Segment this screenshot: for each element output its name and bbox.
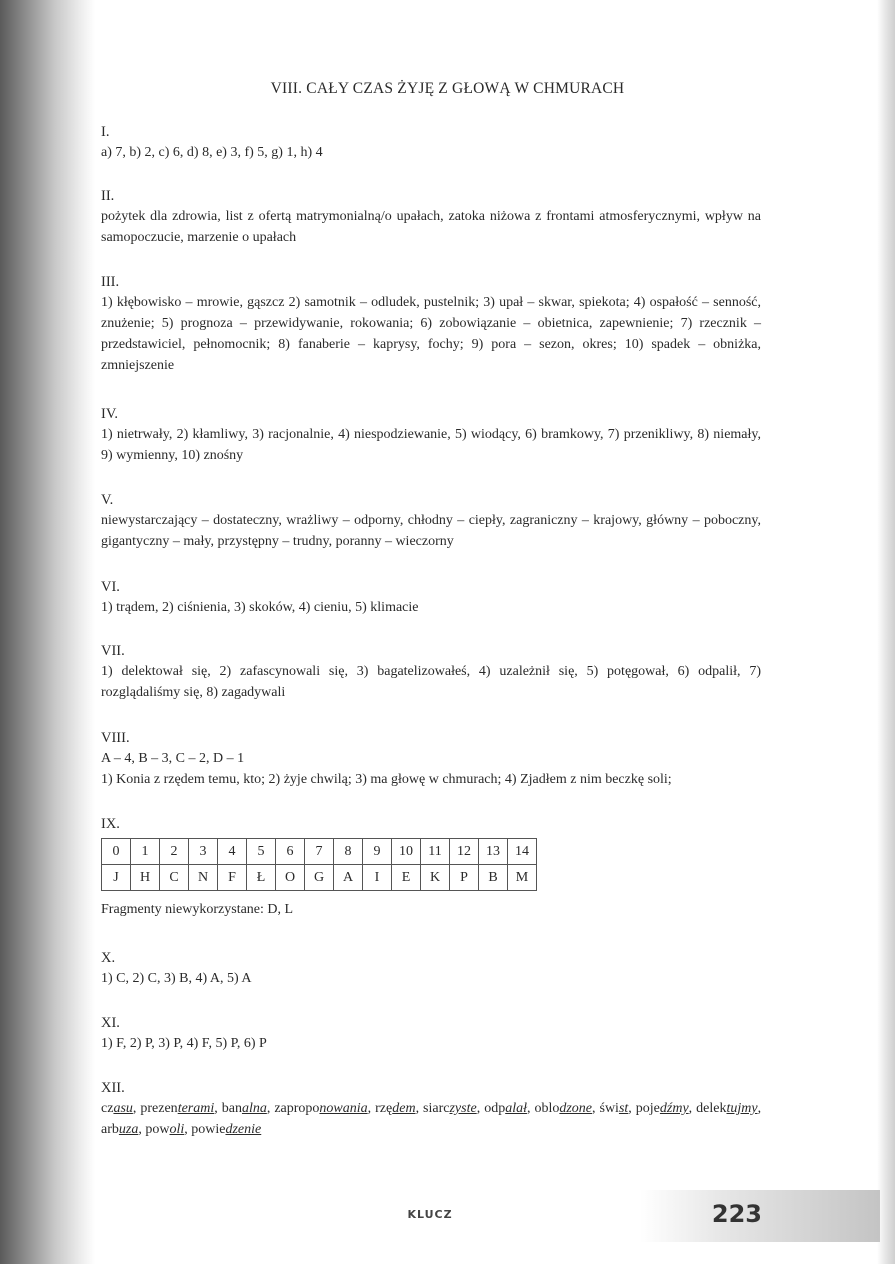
- word-item: [600, 1101, 636, 1116]
- section-heading: II.: [101, 188, 115, 204]
- word-separator: ,: [688, 1101, 697, 1116]
- word-ending: alał: [505, 1101, 527, 1116]
- word-stem: pow: [145, 1122, 170, 1137]
- grid-letter-cell: H: [131, 865, 160, 891]
- grid-letter-cell: C: [160, 865, 189, 891]
- grid-number-cell: 5: [247, 839, 276, 865]
- grid-letter-cell: P: [450, 865, 479, 891]
- word-item: [534, 1101, 599, 1116]
- word-ending: alna: [241, 1101, 267, 1116]
- grid-number-cell: 12: [450, 839, 479, 865]
- section-text: A – 4, B – 3, C – 2, D – 1: [101, 751, 245, 766]
- word-stem: cz: [101, 1101, 114, 1116]
- grid-number-cell: 13: [479, 839, 508, 865]
- word-ending: nowania: [319, 1101, 368, 1116]
- section-text: a) 7, b) 2, c) 6, d) 8, e) 3, f) 5, g) 1, h) 4: [101, 145, 323, 160]
- book-spine-shadow: [0, 0, 95, 1264]
- section-heading: IV.: [101, 406, 119, 422]
- word-item: [101, 1101, 140, 1116]
- grid-number-cell: 8: [334, 839, 363, 865]
- word-item: [140, 1101, 221, 1116]
- section-text: 1) F, 2) P, 3) P, 4) F, 5) P, 6) P: [101, 1036, 267, 1051]
- grid-letter-cell: G: [305, 865, 334, 891]
- word-ending: asu: [113, 1101, 133, 1116]
- grid-letter-cell: M: [508, 865, 537, 891]
- word-separator: ,: [367, 1101, 376, 1116]
- word-separator: ,: [628, 1101, 636, 1116]
- grid-letter-cell: Ł: [247, 865, 276, 891]
- word-ending: dźmy: [659, 1101, 689, 1116]
- grid-number-cell: 14: [508, 839, 537, 865]
- word-stem: ban: [221, 1101, 242, 1116]
- word-item: [375, 1101, 423, 1116]
- word-ending: st: [618, 1101, 629, 1116]
- word-separator: ,: [526, 1101, 535, 1116]
- answer-grid: [101, 838, 537, 891]
- word-item: [636, 1101, 696, 1116]
- grid-number-cell: 2: [160, 839, 189, 865]
- word-stem: poje: [635, 1101, 660, 1116]
- section-heading: XII.: [101, 1080, 125, 1096]
- section-heading: V.: [101, 492, 114, 508]
- section-1: [101, 122, 761, 163]
- section-text-2: 1) Konia z rzędem temu, kto; 2) żyje chwilą; 3) ma głowę w chmurach; 4) Zjadłem z nim beczkę soli;: [101, 772, 672, 787]
- grid-number-cell: 11: [421, 839, 450, 865]
- word-item: [191, 1122, 261, 1137]
- page-edge-shadow: [877, 0, 895, 1264]
- word-stem: świ: [599, 1101, 619, 1116]
- grid-number-cell: 9: [363, 839, 392, 865]
- grid-number-cell: 3: [189, 839, 218, 865]
- word-separator: ,: [214, 1101, 222, 1116]
- section-heading: VII.: [101, 643, 125, 659]
- grid-letter-cell: J: [102, 865, 131, 891]
- word-stem: delek: [696, 1101, 727, 1116]
- word-item: [484, 1101, 534, 1116]
- section-heading: VI.: [101, 579, 120, 595]
- word-stem: arb: [101, 1122, 119, 1137]
- section-text: 1) kłębowisko – mrowie, gąszcz 2) samotnik – odludek, pustelnik; 3) upał – skwar, spiekota; 4) ospałość – senność, znużenie; 5) prognoza – przewidywanie, rokowania; 6) zobowiązanie – obietnica, zapewnienie; 7) rzecznik – przedstawiciel, pełnomocnik; 8) fanaberie – kaprysy, fochy; 9) pora – sezon, okres; 10) spadek – obniżka, zmniejszenie: [101, 295, 761, 373]
- grid-number-cell: 0: [102, 839, 131, 865]
- word-item: [274, 1101, 375, 1116]
- section-4: [101, 404, 761, 466]
- grid-letter-cell: I: [363, 865, 392, 891]
- section-7: [101, 641, 761, 703]
- section-text: 1) C, 2) C, 3) B, 4) A, 5) A: [101, 971, 252, 986]
- grid-number-cell: 1: [131, 839, 160, 865]
- word-stem: powie: [191, 1122, 226, 1137]
- grid-letter-cell: O: [276, 865, 305, 891]
- word-separator: ,: [138, 1122, 146, 1137]
- grid-row-numbers: [102, 839, 537, 865]
- section-heading: XI.: [101, 1015, 120, 1031]
- section-heading: VIII.: [101, 730, 130, 746]
- grid-letter-cell: N: [189, 865, 218, 891]
- word-separator: ,: [592, 1101, 600, 1116]
- section-heading: X.: [101, 950, 116, 966]
- grid-number-cell: 7: [305, 839, 334, 865]
- section-heading: I.: [101, 124, 110, 140]
- grid-letter-cell: E: [392, 865, 421, 891]
- footer-label: KLUCZ: [407, 1208, 453, 1221]
- grid-number-cell: 6: [276, 839, 305, 865]
- word-stem: prezen: [140, 1101, 178, 1116]
- word-separator: ,: [132, 1101, 141, 1116]
- section-text: niewystarczający – dostateczny, wrażliwy – odporny, chłodny – ciepły, zagraniczny – krajowy, główny – poboczny, gigantyczny – mały, przystępny – trudny, poranny – wieczorny: [101, 513, 761, 549]
- word-ending: zyste: [449, 1101, 477, 1116]
- section-10: [101, 948, 761, 989]
- section-9: [101, 814, 761, 920]
- word-stem: rzę: [375, 1101, 393, 1116]
- word-ending: uza: [118, 1122, 139, 1137]
- section-text: [101, 1098, 761, 1140]
- word-item: [101, 1122, 145, 1137]
- section-text: 1) delektował się, 2) zafascynowali się, 3) bagatelizowałeś, 4) uzależnił się, 5) potęgował, 6) odpalił, 7) rozglądaliśmy się, 8) zagadywali: [101, 664, 761, 700]
- word-ending: oli: [169, 1122, 185, 1137]
- word-ending: dzenie: [225, 1122, 262, 1137]
- word-stem: siarc: [423, 1101, 450, 1116]
- word-ending: tujmy: [726, 1101, 758, 1116]
- page-number: 223: [711, 1200, 762, 1228]
- section-heading: III.: [101, 274, 120, 290]
- grid-letter-cell: K: [421, 865, 450, 891]
- section-text: 1) nietrwały, 2) kłamliwy, 3) racjonalnie, 4) niespodziewanie, 5) wiodący, 6) bramkowy, 7) przenikliwy, 8) niemały, 9) wymienny, 10) znośny: [101, 427, 761, 463]
- word-separator: ,: [266, 1101, 275, 1116]
- grid-number-cell: 10: [392, 839, 421, 865]
- word-separator: ,: [415, 1101, 424, 1116]
- section-5: [101, 490, 761, 552]
- section-6: [101, 577, 761, 618]
- word-ending: dzone: [559, 1101, 593, 1116]
- grid-letter-cell: A: [334, 865, 363, 891]
- section-text: 1) trądem, 2) ciśnienia, 3) skoków, 4) cieniu, 5) klimacie: [101, 600, 419, 615]
- word-item: [696, 1101, 761, 1116]
- word-item: [145, 1122, 191, 1137]
- section-text: pożytek dla zdrowia, list z ofertą matrymonialną/o upałach, zatoka niżowa z frontami atmosferycznymi, wpływ na samopoczucie, marzenie o upałach: [101, 209, 761, 245]
- section-12: [101, 1078, 761, 1140]
- grid-row-letters: [102, 865, 537, 891]
- word-separator: ,: [757, 1101, 762, 1116]
- section-2: [101, 186, 761, 248]
- section-3: [101, 272, 761, 376]
- word-stem: zapropo: [274, 1101, 320, 1116]
- grid-number-cell: 4: [218, 839, 247, 865]
- word-separator: ,: [184, 1122, 192, 1137]
- word-item: [222, 1101, 275, 1116]
- unused-fragments-note: Fragmenty niewykorzystane: D, L: [101, 902, 294, 917]
- grid-letter-cell: F: [218, 865, 247, 891]
- word-stem: odp: [484, 1101, 506, 1116]
- grid-letter-cell: B: [479, 865, 508, 891]
- word-item: [423, 1101, 484, 1116]
- word-ending: terami: [177, 1101, 215, 1116]
- section-11: [101, 1013, 761, 1054]
- section-heading: IX.: [101, 816, 120, 832]
- word-ending: dem: [392, 1101, 416, 1116]
- word-stem: oblo: [534, 1101, 560, 1116]
- chapter-title: VIII. CAŁY CZAS ŻYJĘ Z GŁOWĄ W CHMURACH: [270, 80, 625, 97]
- section-8: [101, 728, 761, 790]
- word-separator: ,: [476, 1101, 485, 1116]
